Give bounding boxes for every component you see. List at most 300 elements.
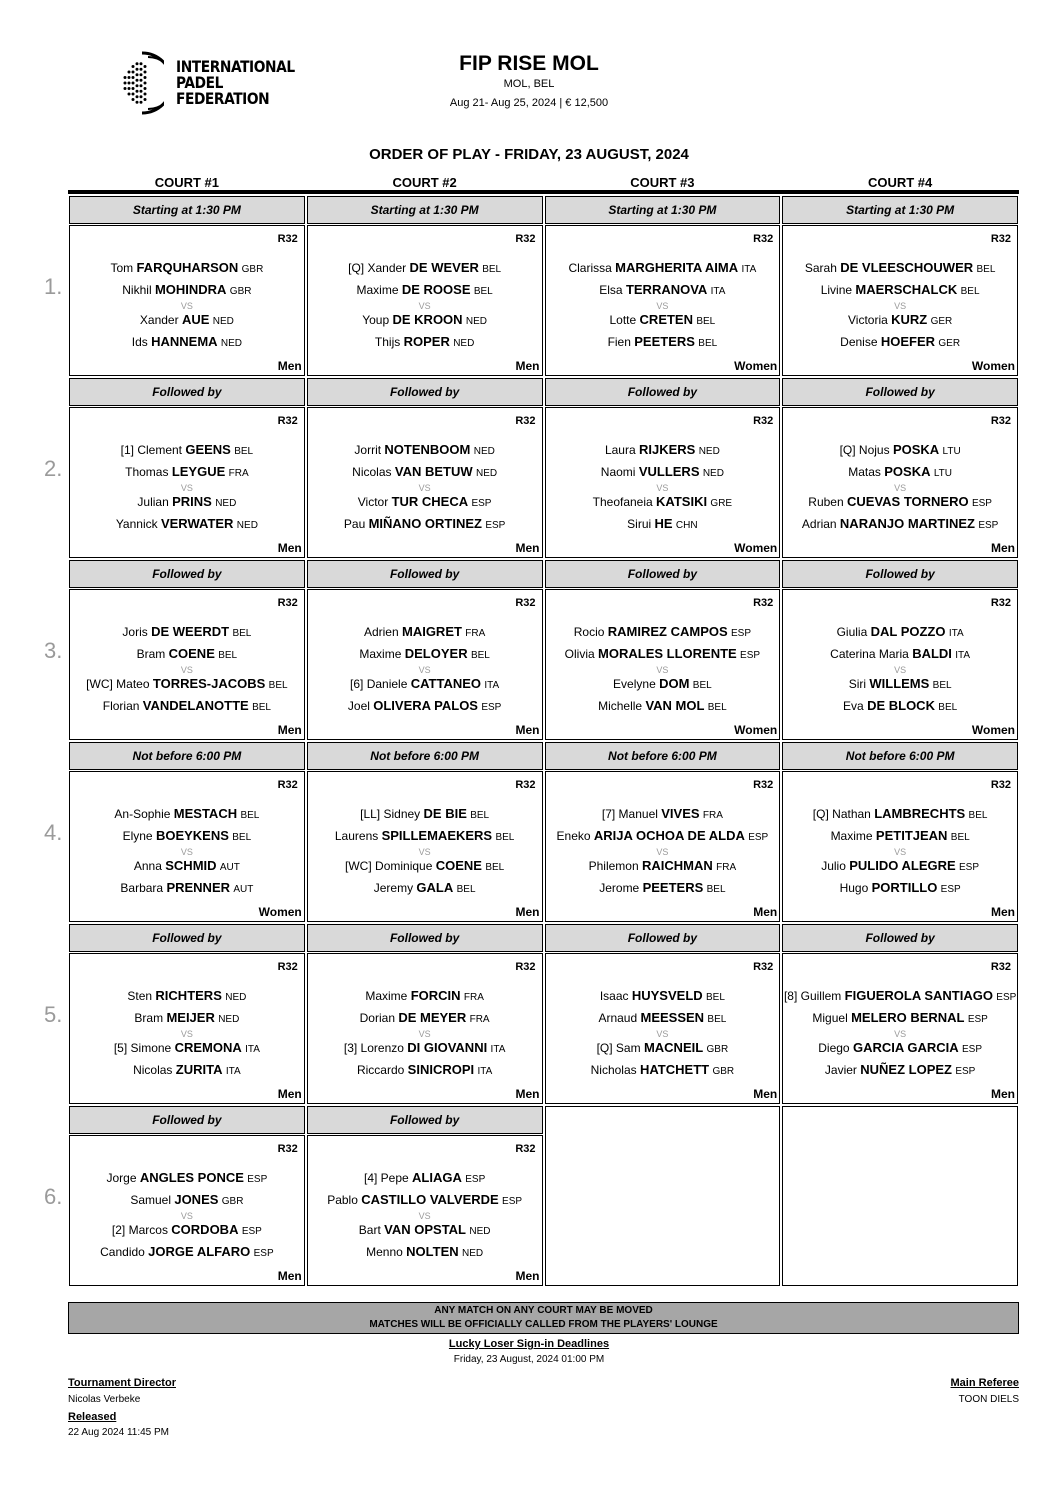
player-last-name: TORRES-JACOBS [152, 676, 266, 691]
match-category: Women [734, 541, 778, 555]
player-first-name: Sam [615, 1041, 641, 1055]
player-entry [70, 1190, 304, 1212]
player-entry [783, 1060, 1017, 1082]
match-category: Men [991, 541, 1015, 555]
player-entry [308, 1190, 542, 1212]
player-nationality: FRA [716, 862, 737, 873]
player-entry [546, 644, 780, 666]
match-players [546, 258, 780, 354]
slot-time: Followed by [69, 560, 305, 588]
player-nationality: GBR [229, 286, 252, 297]
player-last-name: RAICHMAN [642, 858, 713, 873]
main-referee-name: TOON DIELS [958, 1394, 1019, 1405]
event-title: FIP RISE MOL [459, 52, 599, 75]
player-last-name: COENE [168, 646, 215, 661]
player-last-name: HUYSVELD [631, 988, 703, 1003]
player-nationality: ESP [485, 520, 506, 531]
player-first-name: Mateo [116, 677, 150, 691]
player-nationality: ESP [961, 1044, 982, 1055]
match-card [69, 589, 305, 740]
empty-slot [781, 1104, 1019, 1286]
player-nationality: ITA [225, 1066, 241, 1077]
player-last-name: GALA [416, 880, 454, 895]
player-nationality: ITA [245, 1044, 260, 1055]
player-entry [546, 258, 780, 280]
player-last-name: NOTENBOOM [384, 442, 471, 457]
slot-time: Not before 6:00 PM [545, 742, 781, 770]
versus-label: VS [180, 1029, 193, 1039]
player-entry [70, 826, 304, 848]
player-first-name: Clement [137, 443, 182, 457]
player-nationality: ITA [490, 1044, 506, 1055]
player-nationality: ESP [471, 498, 492, 509]
player-entry [546, 1008, 780, 1030]
match-slot [306, 740, 544, 922]
player-first-name: Adrien [363, 625, 399, 639]
match-players [308, 986, 542, 1082]
match-slot [68, 376, 306, 558]
match-players [70, 986, 304, 1082]
versus-label: VS [418, 301, 431, 311]
player-entry [546, 696, 780, 718]
player-first-name: Diego [818, 1041, 850, 1055]
slot-time: Followed by [545, 924, 781, 952]
slot-time: Followed by [545, 560, 781, 588]
versus-label: VS [180, 483, 193, 493]
player-last-name: DE MEYER [398, 1010, 467, 1025]
player-entry [308, 644, 542, 666]
player-nationality: ITA [741, 264, 757, 275]
player-nationality: NED [218, 1014, 240, 1025]
match-category: Women [734, 723, 778, 737]
match-slot [306, 1104, 544, 1286]
player-entry [783, 622, 1017, 644]
match-slot [544, 376, 782, 558]
match-round: R32 [990, 961, 1011, 973]
slot-time: Not before 6:00 PM [307, 742, 543, 770]
player-first-name: Florian [102, 699, 140, 713]
player-last-name: ALIAGA [412, 1170, 462, 1185]
player-first-name: Nojus [858, 443, 890, 457]
player-last-name: CUEVAS TORNERO [847, 494, 969, 509]
match-round: R32 [277, 233, 298, 245]
versus-label: VS [894, 1029, 907, 1039]
player-entry [308, 878, 542, 900]
federation-name: INTERNATIONAL PADEL FEDERATION [176, 57, 295, 108]
match-slot [544, 558, 782, 740]
player-last-name: KURZ [891, 312, 928, 327]
player-entry [783, 826, 1017, 848]
match-category: Women [258, 905, 302, 919]
slot-time: Followed by [545, 378, 781, 406]
player-seed: [5] [113, 1041, 128, 1055]
match-card [782, 771, 1018, 922]
player-nationality: FRA [465, 628, 486, 639]
versus-label: VS [656, 665, 669, 675]
player-first-name: Jerome [599, 881, 640, 895]
row-number: 4. [44, 820, 63, 845]
match-card [545, 953, 781, 1104]
player-first-name: Joris [122, 625, 148, 639]
player-entry [308, 258, 542, 280]
player-first-name: Riccardo [356, 1063, 405, 1077]
player-entry [308, 1038, 542, 1060]
row-number: 5. [44, 1002, 63, 1027]
player-entry [783, 1008, 1017, 1030]
match-round: R32 [515, 597, 536, 609]
player-last-name: CREMONA [174, 1040, 242, 1055]
versus-label: VS [418, 665, 431, 675]
player-first-name: Naomi [600, 465, 636, 479]
player-nationality: FRA [463, 992, 484, 1003]
player-first-name: Philemon [588, 859, 639, 873]
player-entry [70, 258, 304, 280]
player-entry [783, 462, 1017, 484]
player-seed: [4] [363, 1171, 378, 1185]
player-first-name: Ruben [808, 495, 844, 509]
match-players [70, 258, 304, 354]
match-slot [306, 558, 544, 740]
player-nationality: ESP [996, 992, 1017, 1003]
match-players [783, 622, 1017, 718]
player-first-name: Yannick [115, 517, 158, 531]
player-first-name: Maxime [359, 647, 402, 661]
player-nationality: NED [225, 992, 247, 1003]
player-nationality: BEL [470, 810, 490, 821]
player-nationality: BEL [707, 1014, 727, 1025]
empty-slot [544, 1104, 782, 1286]
player-last-name: RIJKERS [638, 442, 696, 457]
player-nationality: ESP [971, 498, 992, 509]
player-first-name: Nathan [832, 807, 871, 821]
player-entry [546, 280, 780, 302]
lucky-loser-date: Friday, 23 August, 2024 01:00 PM [453, 1354, 605, 1365]
player-seed: [LL] [360, 807, 381, 821]
match-card [545, 771, 781, 922]
player-last-name: MEESSEN [640, 1010, 705, 1025]
player-first-name: Eneko [556, 829, 591, 843]
slot-time: Starting at 1:30 PM [307, 196, 543, 224]
player-entry [308, 986, 542, 1008]
player-first-name: Nicolas [352, 465, 392, 479]
player-first-name: Simone [130, 1041, 172, 1055]
player-first-name: Jeremy [373, 881, 414, 895]
player-last-name: PEETERS [634, 334, 695, 349]
player-nationality: GBR [712, 1066, 735, 1077]
player-nationality: ITA [948, 628, 964, 639]
player-first-name: Bart [358, 1223, 381, 1237]
player-last-name: JORGE ALFARO [148, 1244, 251, 1259]
player-nationality: ESP [481, 702, 502, 713]
player-entry [783, 856, 1017, 878]
match-players [308, 804, 542, 900]
player-nationality: NED [215, 498, 237, 509]
player-entry [308, 514, 542, 536]
player-last-name: MAERSCHALCK [855, 282, 958, 297]
row-number: 3. [44, 638, 63, 663]
player-first-name: Caterina Maria [830, 647, 909, 661]
player-entry [70, 804, 304, 826]
player-entry [70, 514, 304, 536]
player-last-name: MESTACH [173, 806, 238, 821]
player-entry [546, 1038, 780, 1060]
row-number: 6. [44, 1184, 63, 1209]
versus-label: VS [656, 301, 669, 311]
player-last-name: PRINS [172, 494, 212, 509]
player-entry [308, 492, 542, 514]
player-entry [783, 514, 1017, 536]
player-nationality: ESP [502, 1196, 523, 1207]
match-round: R32 [277, 415, 298, 427]
event-location: MOL, BEL [503, 78, 555, 90]
player-last-name: LEYGUE [171, 464, 226, 479]
player-nationality: BEL [696, 316, 716, 327]
match-category: Men [277, 541, 302, 555]
player-entry [308, 1220, 542, 1242]
player-entry [308, 332, 542, 354]
player-entry [783, 878, 1017, 900]
match-round: R32 [515, 1143, 536, 1155]
player-entry [308, 674, 542, 696]
player-first-name: Lotte [609, 313, 637, 327]
player-entry [783, 1038, 1017, 1060]
match-card [307, 225, 543, 376]
player-last-name: VAN MOL [645, 698, 705, 713]
slot-time: Not before 6:00 PM [69, 742, 305, 770]
player-last-name: GARCIA GARCIA [852, 1040, 959, 1055]
match-players [783, 440, 1017, 536]
match-card [782, 589, 1018, 740]
player-first-name: Marcos [128, 1223, 168, 1237]
player-nationality: BEL [473, 286, 493, 297]
player-last-name: MAIGRET [401, 624, 462, 639]
player-first-name: Samuel [130, 1193, 171, 1207]
versus-label: VS [894, 665, 907, 675]
player-first-name: Julian [137, 495, 169, 509]
player-last-name: SINICROPI [407, 1062, 475, 1077]
match-category: Women [971, 359, 1015, 373]
match-players [783, 986, 1017, 1082]
player-nationality: GRE [710, 498, 733, 509]
player-seed: [6] [350, 677, 364, 691]
player-first-name: Xander [139, 313, 179, 327]
player-first-name: Eva [843, 699, 864, 713]
player-first-name: Bram [134, 1011, 164, 1025]
player-first-name: Barbara [120, 881, 164, 895]
player-entry [70, 332, 304, 354]
player-nationality: BEL [495, 832, 515, 843]
player-entry [308, 310, 542, 332]
player-last-name: CASTILLO VALVERDE [361, 1192, 499, 1207]
empty-match-box [782, 1106, 1018, 1286]
player-last-name: DELOYER [404, 646, 468, 661]
player-last-name: PULIDO ALEGRE [849, 858, 956, 873]
player-first-name: Miguel [812, 1011, 848, 1025]
player-nationality: ITA [484, 680, 500, 691]
player-last-name: COENE [435, 858, 482, 873]
player-first-name: Thijs [374, 335, 401, 349]
player-last-name: WILLEMS [869, 676, 930, 691]
player-seed: [Q] [839, 443, 856, 457]
player-entry [70, 986, 304, 1008]
match-slot [68, 1104, 306, 1286]
player-entry [308, 280, 542, 302]
player-seed: [2] [111, 1223, 126, 1237]
match-slot [544, 922, 782, 1104]
match-category: Men [515, 905, 540, 919]
slot-time: Followed by [782, 560, 1018, 588]
match-round: R32 [990, 597, 1011, 609]
player-last-name: GEENS [185, 442, 231, 457]
player-nationality: FRA [702, 810, 723, 821]
player-entry [546, 492, 780, 514]
match-card [545, 225, 781, 376]
player-last-name: MACNEIL [643, 1040, 704, 1055]
player-last-name: TUR CHECA [391, 494, 469, 509]
player-entry [546, 986, 780, 1008]
player-nationality: ITA [477, 1066, 493, 1077]
player-first-name: Daniele [366, 677, 408, 691]
player-nationality: ESP [241, 1226, 262, 1237]
player-nationality: BEL [232, 628, 252, 639]
match-category: Men [753, 905, 778, 919]
match-slot [781, 558, 1019, 740]
player-entry [783, 310, 1017, 332]
player-first-name: Sarah [804, 261, 837, 275]
player-nationality: BEL [485, 862, 505, 873]
player-nationality: GER [930, 316, 953, 327]
player-entry [308, 462, 542, 484]
player-first-name: Jorrit [354, 443, 382, 457]
player-last-name: ARIJA OCHOA DE ALDA [593, 828, 745, 843]
player-first-name: Maxime [365, 989, 408, 1003]
match-category: Men [515, 1087, 540, 1101]
released-date: 22 Aug 2024 11:45 PM [68, 1427, 170, 1438]
court-header: COURT #1 [154, 175, 220, 190]
player-entry [308, 856, 542, 878]
player-nationality: AUT [233, 884, 254, 895]
player-seed: [Q] [348, 261, 365, 275]
player-first-name: Jorge [106, 1171, 137, 1185]
empty-match-box [545, 1106, 781, 1286]
versus-label: VS [418, 847, 431, 857]
player-last-name: HOEFER [880, 334, 936, 349]
player-nationality: BEL [968, 810, 988, 821]
player-first-name: Elyne [122, 829, 153, 843]
player-seed: [8] [783, 989, 798, 1003]
player-seed: [WC] [86, 677, 113, 691]
player-first-name: Laura [604, 443, 636, 457]
player-entry [546, 856, 780, 878]
match-slot [68, 922, 306, 1104]
versus-label: VS [180, 847, 193, 857]
match-round: R32 [753, 597, 774, 609]
player-last-name: NUÑEZ LOPEZ [860, 1062, 952, 1077]
match-players [783, 258, 1017, 354]
player-last-name: MOHINDRA [154, 282, 227, 297]
player-nationality: NED [469, 1226, 491, 1237]
row-number: 2. [44, 456, 63, 481]
player-entry [70, 1242, 304, 1264]
player-first-name: Clarissa [568, 261, 612, 275]
match-card [782, 407, 1018, 558]
versus-label: VS [418, 1029, 431, 1039]
match-category: Women [734, 359, 778, 373]
player-nationality: CHN [675, 520, 698, 531]
player-nationality: GER [938, 338, 961, 349]
player-entry [308, 804, 542, 826]
match-players [308, 622, 542, 718]
match-slot [781, 376, 1019, 558]
player-first-name: Nicholas [590, 1063, 637, 1077]
player-seed: [WC] [345, 859, 372, 873]
player-entry [783, 644, 1017, 666]
player-last-name: VIVES [661, 806, 700, 821]
player-nationality: BEL [950, 832, 970, 843]
player-last-name: PRENNER [166, 880, 231, 895]
versus-label: VS [180, 1211, 193, 1221]
player-entry [783, 674, 1017, 696]
match-players [70, 622, 304, 718]
player-first-name: Michelle [598, 699, 643, 713]
player-nationality: ESP [740, 650, 761, 661]
player-seed: [7] [601, 807, 616, 821]
player-last-name: NOLTEN [406, 1244, 459, 1259]
player-entry [546, 878, 780, 900]
match-category: Men [515, 359, 540, 373]
slot-time: Followed by [307, 924, 543, 952]
player-first-name: Dorian [359, 1011, 395, 1025]
player-nationality: ESP [253, 1248, 274, 1259]
player-entry [70, 310, 304, 332]
player-nationality: GBR [221, 1196, 244, 1207]
player-entry [546, 674, 780, 696]
row-number: 1. [44, 274, 63, 299]
player-nationality: FRA [469, 1014, 490, 1025]
player-entry [70, 622, 304, 644]
player-nationality: NED [212, 316, 234, 327]
player-entry [70, 280, 304, 302]
player-last-name: AUE [181, 312, 210, 327]
player-first-name: An-Sophie [114, 807, 171, 821]
match-card [307, 589, 543, 740]
player-entry [308, 1008, 542, 1030]
player-last-name: DAL POZZO [870, 624, 946, 639]
player-first-name: Manuel [618, 807, 658, 821]
match-round: R32 [990, 415, 1011, 427]
player-nationality: ESP [465, 1174, 486, 1185]
player-last-name: POSKA [884, 464, 931, 479]
match-card [545, 407, 781, 558]
match-slot [306, 194, 544, 376]
player-first-name: Adrian [801, 517, 837, 531]
player-first-name: Siri [848, 677, 867, 691]
player-last-name: DE BLOCK [867, 698, 935, 713]
player-entry [70, 1038, 304, 1060]
match-category: Men [277, 1087, 302, 1101]
player-last-name: HE [654, 516, 673, 531]
match-card [69, 225, 305, 376]
player-last-name: VAN BETUW [394, 464, 473, 479]
player-entry [70, 462, 304, 484]
order-of-play-title: ORDER OF PLAY - FRIDAY, 23 AUGUST, 2024 [369, 146, 689, 163]
player-entry [546, 622, 780, 644]
player-nationality: BEL [692, 680, 712, 691]
player-first-name: Maxime [356, 283, 399, 297]
player-first-name: Arnaud [598, 1011, 638, 1025]
player-seed: [3] [343, 1041, 358, 1055]
court-header: COURT #3 [630, 175, 695, 190]
